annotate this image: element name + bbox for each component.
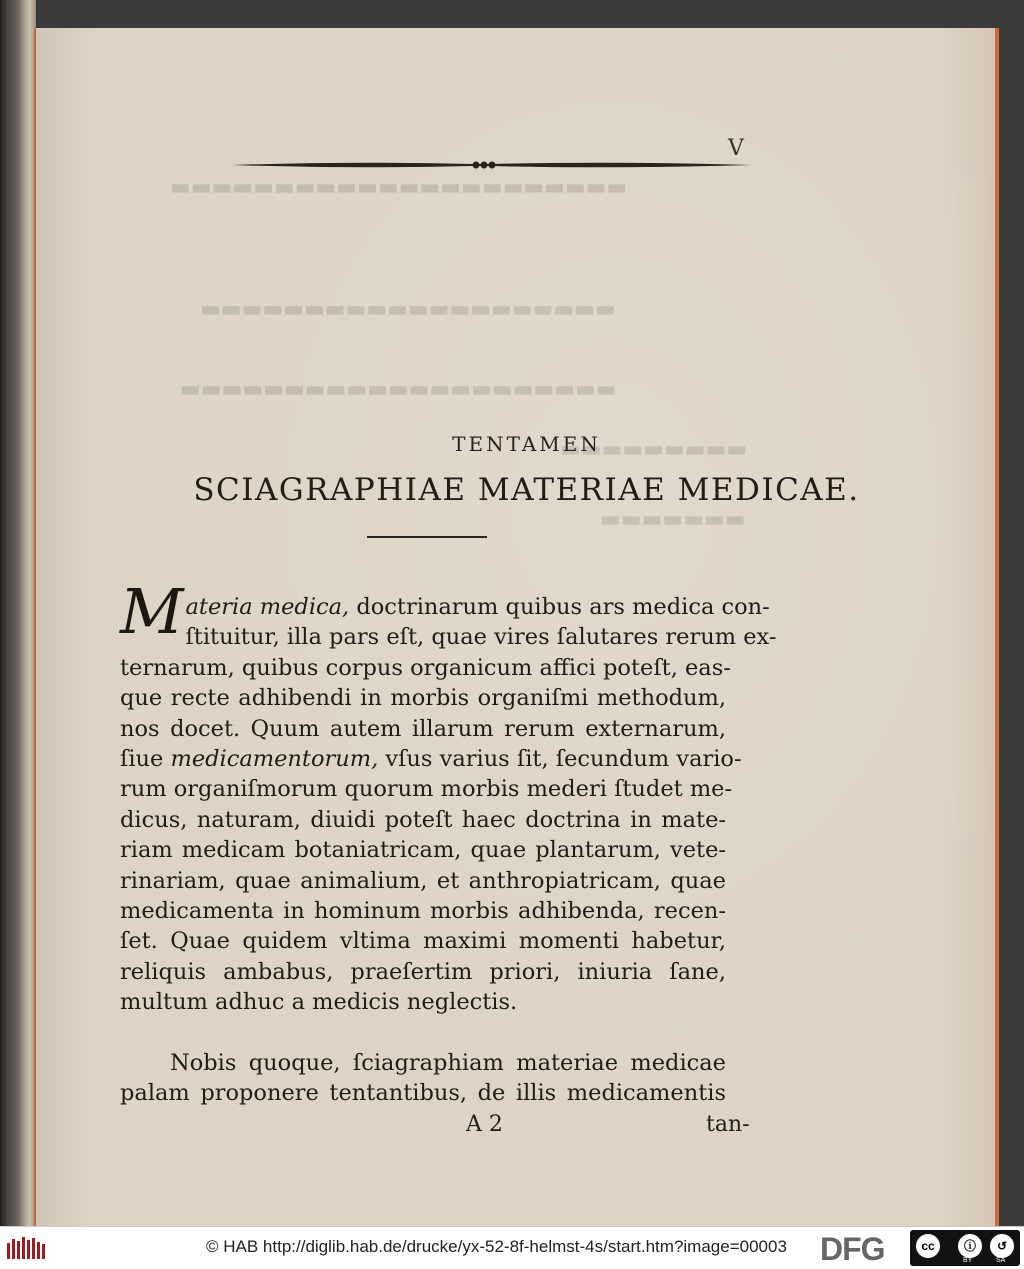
paragraph-1 (120, 575, 777, 1018)
text-line: multum adhuc a medicis neglectis. (120, 989, 518, 1016)
text-line: riam medicam botaniatricam, quae plantarum, vete- (120, 837, 726, 864)
spine-edge (18, 0, 20, 1226)
catchword: tan- (706, 1112, 750, 1137)
showthrough-text: ▬▬▬▬▬▬▬▬▬▬▬▬▬▬▬▬▬▬▬▬ (200, 297, 616, 322)
hab-logo-icon[interactable] (6, 1235, 48, 1261)
share-alike-icon: ↺ (990, 1234, 1014, 1258)
italic-phrase: ateria medica, (185, 594, 350, 620)
text-line: palam proponere tentantibus, de illis medicamentis (120, 1080, 726, 1107)
credit-link[interactable]: © HAB http://diglib.hab.de/drucke/yx-52-8f-helmst-4s/start.htm?image=00003 (206, 1237, 787, 1256)
signature-mark: A 2 (466, 1112, 503, 1137)
viewer-footer (0, 1226, 1024, 1269)
showthrough-text: ▬▬▬▬▬▬▬ (600, 507, 746, 532)
showthrough-text: ▬▬▬▬▬▬▬▬▬▬▬▬▬▬▬▬▬▬▬▬▬ (180, 377, 617, 402)
text-line (120, 744, 742, 774)
showthrough-text: ▬▬▬▬▬▬▬▬▬▬▬▬▬▬▬▬▬▬▬▬▬▬ (170, 175, 628, 200)
cc-icon: cc (916, 1234, 940, 1258)
text-line: nos docet. Quum autem illarum rerum externarum, (120, 715, 726, 742)
text-line: ſet. Quae quidem vltima maximi momenti habetur, (120, 928, 726, 955)
title-rule (367, 536, 487, 538)
text-line: Nobis quoque, ſciagraphiam materiae medicae (170, 1049, 726, 1076)
heading-large: SCIAGRAPHIAE MATERIAE MEDICAE. (193, 472, 860, 508)
text-fragment: ſiue (120, 746, 164, 773)
heading-small: TENTAMEN (452, 432, 601, 456)
text-fragment: doctrinarum quibus ars medica con- (349, 594, 770, 620)
text-line: ternarum, quibus corpus organicum affici poteſt, eas- (120, 654, 731, 681)
text-line (120, 592, 770, 622)
text-line: reliquis ambabus, praeſertim priori, iniuria ſane, (120, 958, 726, 985)
text-line: rum organiſmorum quorum morbis mederi ſtudet me- (120, 776, 733, 803)
sa-label: SA (996, 1257, 1006, 1264)
by-label: BY (963, 1257, 973, 1264)
text-line: que recte adhibendi in morbis organiſmi methodum, (120, 685, 726, 712)
page-edge (995, 28, 999, 1226)
text-fragment: vſus varius ſit, ſecundum vario- (378, 746, 742, 773)
text-line: dicus, naturam, diuidi poteſt haec doctrina in mate- (120, 806, 726, 833)
by-attribution-icon: ⓘ (958, 1234, 982, 1258)
text-line: ſtituitur, illa pars eſt, quae vires ſalutares rerum ex- (185, 624, 777, 651)
text-line: medicamenta in hominum morbis adhibenda, recen- (120, 898, 726, 925)
cc-license-badge[interactable] (910, 1230, 1020, 1266)
paragraph-2 (120, 1048, 726, 1109)
text-line: rinariam, quae animalium, et anthropiatricam, quae (120, 867, 726, 894)
body-text (120, 575, 777, 1109)
showthrough-text: ▬▬▬▬▬▬▬▬▬ (560, 437, 748, 462)
head-ornament (232, 158, 752, 172)
drop-cap: M (120, 575, 184, 648)
italic-phrase: medicamentorum, (170, 746, 379, 773)
page-number: V (728, 136, 744, 161)
dfg-logo[interactable]: DFG (820, 1231, 885, 1267)
